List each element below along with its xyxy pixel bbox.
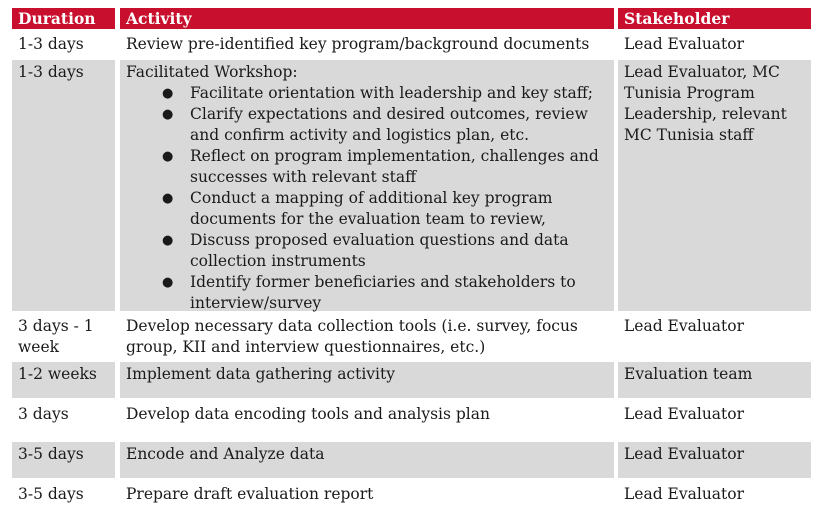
stakeholder-cell: Lead Evaluator [618,442,811,478]
stakeholder-cell: Lead Evaluator [618,482,811,520]
header-duration: Duration [12,8,115,29]
workshop-title: Facilitated Workshop: [126,63,298,81]
table-row [0,442,823,478]
table-row [0,32,823,58]
stakeholder-cell: Lead Evaluator [618,314,811,360]
bullet-icon: ● [162,275,174,290]
bullet-icon: ● [162,191,174,206]
duration-cell: 3 days - 1 week [12,314,115,360]
activity-cell: Develop necessary data collection tools (i.e. survey, focus group, KII and interview questionnaires, etc.) [120,314,614,360]
activity-cell: Prepare draft evaluation report [120,482,614,520]
list-item: ● Reflect on program implementation, challenges and successes with relevant staff [162,147,599,186]
bullet-icon: ● [162,233,174,248]
duration-cell: 3-5 days [12,442,115,478]
list-item: ● Discuss proposed evaluation questions and data collection instruments [162,231,569,270]
list-item: ● Identify former beneficiaries and stakeholders to interview/survey [162,273,576,312]
header-stakeholder: Stakeholder [618,8,811,29]
duration-cell: 1-3 days [12,60,115,311]
bullet-icon: ● [162,107,174,122]
duration-cell: 3 days [12,402,115,438]
list-item: ● Facilitate orientation with leadership and key staff; [162,84,594,102]
activity-cell: Review pre-identified key program/background documents [120,32,614,58]
activity-cell: Implement data gathering activity [120,362,614,398]
activity-cell [120,60,614,311]
duration-cell: 1-2 weeks [12,362,115,398]
bullet-icon: ● [162,149,174,164]
stakeholder-cell: Lead Evaluator [618,32,811,58]
activity-cell: Encode and Analyze data [120,442,614,478]
workshop-bullet-list [126,83,608,314]
table-row [0,362,823,398]
table-row [0,402,823,438]
stakeholder-cell: Lead Evaluator, MC Tunisia Program Leadership, relevant MC Tunisia staff [618,60,811,311]
activity-cell: Develop data encoding tools and analysis plan [120,402,614,438]
stakeholder-cell: Evaluation team [618,362,811,398]
stakeholder-cell: Lead Evaluator [618,402,811,438]
table-row [0,60,823,311]
bullet-icon: ● [162,86,174,101]
table-header [0,8,823,29]
list-item: ● Clarify expectations and desired outcomes, review and confirm activity and logistics plan, etc. [162,105,588,144]
duration-cell: 1-3 days [12,32,115,58]
table-row [0,314,823,360]
table-row [0,482,823,520]
duration-cell: 3-5 days [12,482,115,520]
header-activity: Activity [120,8,614,29]
list-item: ● Conduct a mapping of additional key program documents for the evaluation team to review, [162,189,553,228]
